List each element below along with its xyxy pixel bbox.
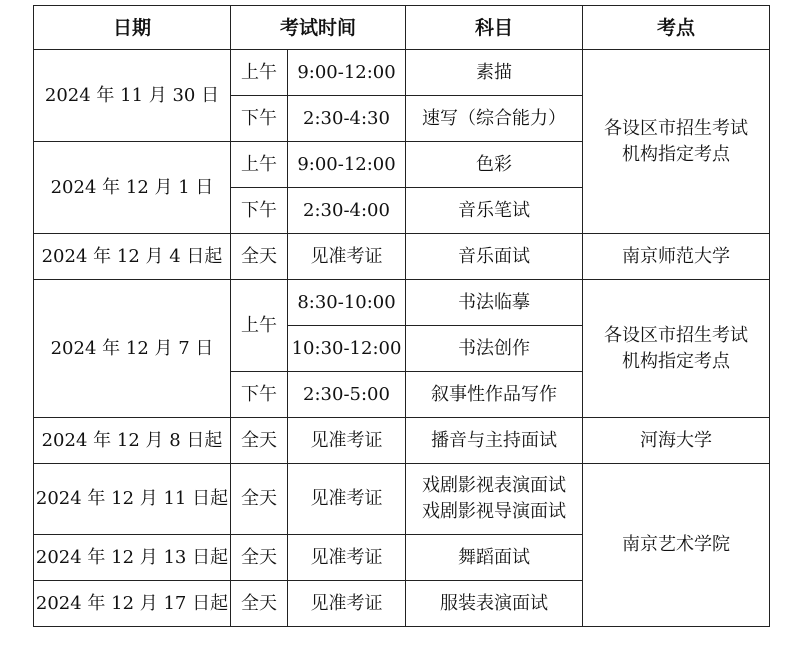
date-cell: 2024 年 11 月 30 日 xyxy=(34,50,231,142)
time-cell: 2:30-5:00 xyxy=(288,372,406,418)
table-row xyxy=(34,50,770,96)
time-cell: 2:30-4:00 xyxy=(288,188,406,234)
header-subject: 科目 xyxy=(406,6,583,50)
period-cell: 上午 xyxy=(231,50,288,96)
date-cell: 2024 年 12 月 7 日 xyxy=(34,280,231,418)
table-row xyxy=(34,418,770,464)
period-cell: 全天 xyxy=(231,418,288,464)
table-row xyxy=(34,464,770,535)
subject-cell: 音乐面试 xyxy=(406,234,583,280)
venue-text: 各设区市招生考试机构指定考点 xyxy=(604,324,749,372)
date-cell: 2024 年 12 月 4 日起 xyxy=(34,234,231,280)
subject-line: 戏剧影视导演面试 xyxy=(422,501,567,522)
venue-cell: 河海大学 xyxy=(583,418,770,464)
time-cell: 10:30-12:00 xyxy=(288,326,406,372)
period-cell: 上午 xyxy=(231,280,288,372)
subject-cell: 叙事性作品写作 xyxy=(406,372,583,418)
venue-cell xyxy=(583,280,770,418)
table-row xyxy=(34,234,770,280)
venue-text: 各设区市招生考试机构指定考点 xyxy=(604,117,749,165)
header-row xyxy=(34,6,770,50)
header-venue: 考点 xyxy=(583,6,770,50)
time-cell: 见准考证 xyxy=(288,581,406,627)
subject-cell: 服装表演面试 xyxy=(406,581,583,627)
table-row xyxy=(34,280,770,326)
header-time: 考试时间 xyxy=(231,6,406,50)
subject-cell: 色彩 xyxy=(406,142,583,188)
subject-cell: 素描 xyxy=(406,50,583,96)
subject-line: 戏剧影视表演面试 xyxy=(422,475,567,496)
subject-cell: 书法创作 xyxy=(406,326,583,372)
period-cell: 全天 xyxy=(231,234,288,280)
date-cell: 2024 年 12 月 1 日 xyxy=(34,142,231,234)
period-cell: 全天 xyxy=(231,464,288,535)
time-cell: 8:30-10:00 xyxy=(288,280,406,326)
date-cell: 2024 年 12 月 13 日起 xyxy=(34,535,231,581)
subject-cell: 速写（综合能力） xyxy=(406,96,583,142)
date-cell: 2024 年 12 月 17 日起 xyxy=(34,581,231,627)
time-cell: 见准考证 xyxy=(288,464,406,535)
time-cell: 见准考证 xyxy=(288,418,406,464)
venue-cell: 南京艺术学院 xyxy=(583,464,770,627)
time-cell: 9:00-12:00 xyxy=(288,50,406,96)
subject-cell: 舞蹈面试 xyxy=(406,535,583,581)
subject-cell: 音乐笔试 xyxy=(406,188,583,234)
period-cell: 下午 xyxy=(231,372,288,418)
period-cell: 全天 xyxy=(231,535,288,581)
venue-cell: 南京师范大学 xyxy=(583,234,770,280)
time-cell: 2:30-4:30 xyxy=(288,96,406,142)
period-cell: 下午 xyxy=(231,96,288,142)
period-cell: 下午 xyxy=(231,188,288,234)
subject-cell: 播音与主持面试 xyxy=(406,418,583,464)
time-cell: 见准考证 xyxy=(288,234,406,280)
exam-schedule-table xyxy=(33,5,770,627)
time-cell: 见准考证 xyxy=(288,535,406,581)
date-cell: 2024 年 12 月 8 日起 xyxy=(34,418,231,464)
period-cell: 全天 xyxy=(231,581,288,627)
time-cell: 9:00-12:00 xyxy=(288,142,406,188)
period-cell: 上午 xyxy=(231,142,288,188)
subject-cell: 书法临摹 xyxy=(406,280,583,326)
date-cell: 2024 年 12 月 11 日起 xyxy=(34,464,231,535)
venue-cell xyxy=(583,50,770,234)
subject-cell xyxy=(406,464,583,535)
header-date: 日期 xyxy=(34,6,231,50)
